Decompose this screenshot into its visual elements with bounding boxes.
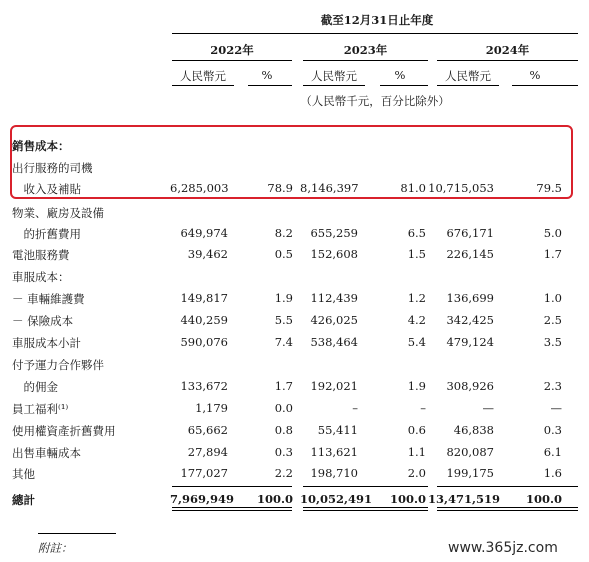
period-underline: [172, 33, 578, 34]
row-value-cell: 133,672: [180, 379, 228, 393]
row-value-cell: 1.7: [274, 379, 293, 393]
row-label: 出行服務的司機: [12, 161, 93, 175]
row-value-cell: 308,926: [446, 379, 494, 393]
row-value-cell: –: [352, 401, 358, 415]
row-value-cell: 0.3: [543, 423, 562, 437]
sub-header-pct-2022: %: [261, 68, 273, 82]
row-value-cell: 1.6: [543, 466, 562, 480]
row-value-cell: 100.0: [525, 492, 562, 506]
row-value-cell: 1.5: [407, 247, 426, 261]
row-value-cell: 152,608: [310, 247, 358, 261]
row-value-cell: 226,145: [446, 247, 494, 261]
sub-underline-pct-2022: [248, 85, 292, 86]
row-value-cell: 6,285,003: [170, 181, 229, 195]
row-label: 員工福利⁽¹⁾: [12, 402, 69, 416]
row-value-cell: 78.9: [267, 181, 293, 195]
row-value-cell: 820,087: [446, 445, 494, 459]
sub-underline-rmb-2022: [172, 85, 234, 86]
sub-underline-rmb-2024: [437, 85, 499, 86]
row-value-cell: 112,439: [310, 291, 358, 305]
row-value-cell: 7,969,949: [170, 492, 235, 506]
row-label: 電池服務費: [12, 248, 70, 262]
year-underline-2024: [437, 60, 578, 61]
row-value-cell: 2.3: [543, 379, 562, 393]
row-value-cell: 177,027: [180, 466, 228, 480]
year-underline-2023: [303, 60, 428, 61]
row-value-cell: 100.0: [256, 492, 293, 506]
row-label: － 車輛維護費: [12, 292, 85, 306]
row-value-cell: 590,076: [180, 335, 228, 349]
row-value-cell: 426,025: [310, 313, 358, 327]
row-value-cell: 1.9: [274, 291, 293, 305]
year-2024: 2024年: [485, 43, 530, 57]
row-label: 使用權資產折舊費用: [12, 424, 116, 438]
row-value-cell: 113,621: [310, 445, 358, 459]
row-value-cell: 0.8: [274, 423, 293, 437]
row-label: 車服成本小計: [12, 336, 81, 350]
row-value-cell: 13,471,519: [428, 492, 501, 506]
row-label: 車服成本：: [12, 270, 70, 284]
row-value-cell: 1.0: [543, 291, 562, 305]
row-label: 其他: [12, 467, 35, 481]
row-value-cell: 342,425: [446, 313, 494, 327]
row-value-cell: 0.5: [274, 247, 293, 261]
row-value-cell: 479,124: [446, 335, 494, 349]
year-2022: 2022年: [210, 43, 254, 57]
unit-note: （人民幣千元，百分比除外）: [300, 94, 450, 108]
row-value-cell: –: [420, 401, 426, 415]
row-value-cell: 440,259: [180, 313, 228, 327]
row-label: 總計: [12, 493, 35, 507]
sub-header-pct-2023: %: [394, 68, 406, 82]
sub-header-pct-2024: %: [529, 68, 541, 82]
row-value-cell: 1.7: [543, 247, 562, 261]
row-value-cell: 8.2: [274, 226, 293, 240]
row-value-cell: 1.9: [407, 379, 426, 393]
row-value-cell: 2.2: [274, 466, 293, 480]
row-value-cell: 1.1: [407, 445, 426, 459]
sub-underline-pct-2024: [512, 85, 578, 86]
row-label: 收入及補貼: [12, 182, 81, 196]
row-value-cell: 0.3: [274, 445, 293, 459]
row-value-cell: 7.4: [274, 335, 293, 349]
total-double-line-2023: [303, 507, 428, 511]
row-value-cell: 1.2: [407, 291, 426, 305]
year-2023: 2023年: [343, 43, 388, 57]
row-value-cell: 649,974: [180, 226, 228, 240]
row-value-cell: 1,179: [195, 401, 228, 415]
row-value-cell: 2.0: [407, 466, 426, 480]
watermark: www.365jz.com: [442, 538, 564, 558]
row-value-cell: 192,021: [310, 379, 358, 393]
row-value-cell: 4.2: [407, 313, 426, 327]
row-value-cell: 655,259: [310, 226, 358, 240]
row-value-cell: 3.5: [543, 335, 562, 349]
footnote-label: 附註：: [38, 541, 73, 555]
row-value-cell: 676,171: [446, 226, 494, 240]
row-label: 付予運力合作夥伴: [12, 358, 104, 372]
row-value-cell: 0.0: [274, 401, 293, 415]
footnote-rule: [38, 533, 116, 534]
row-value-cell: 81.0: [400, 181, 426, 195]
row-value-cell: 10,052,491: [300, 492, 373, 506]
row-value-cell: 100.0: [389, 492, 426, 506]
sub-underline-pct-2023: [380, 85, 428, 86]
row-value-cell: 6.5: [407, 226, 426, 240]
row-value-cell: 6.1: [543, 445, 562, 459]
row-value-cell: 149,817: [180, 291, 228, 305]
row-label: 銷售成本：: [12, 139, 70, 153]
row-label: 的佣金: [12, 380, 58, 394]
row-value-cell: 79.5: [536, 181, 562, 195]
total-top-line-2023: [303, 486, 428, 487]
row-value-cell: 5.0: [543, 226, 562, 240]
row-value-cell: 10,715,053: [428, 181, 494, 195]
row-value-cell: 198,710: [310, 466, 358, 480]
row-label: 出售車輛成本: [12, 446, 81, 460]
row-value-cell: 55,411: [317, 423, 358, 437]
highlight-box: [10, 125, 573, 199]
sub-underline-rmb-2023: [303, 85, 365, 86]
sub-header-rmb-2024: 人民幣元: [445, 69, 491, 83]
row-label: 物業、廠房及設備: [12, 206, 104, 220]
row-value-cell: 136,699: [446, 291, 494, 305]
row-label: － 保險成本: [12, 314, 74, 328]
total-top-line-2024: [437, 486, 578, 487]
row-value-cell: 65,662: [187, 423, 228, 437]
total-double-line-2022: [172, 507, 292, 511]
total-top-line-2022: [172, 486, 292, 487]
row-value-cell: 2.5: [543, 313, 562, 327]
row-value-cell: 27,894: [187, 445, 228, 459]
sub-header-rmb-2023: 人民幣元: [311, 69, 357, 83]
row-value-cell: 538,464: [310, 335, 358, 349]
row-value-cell: —: [482, 401, 494, 415]
row-value-cell: 46,838: [453, 423, 494, 437]
row-value-cell: 8,146,397: [300, 181, 359, 195]
year-underline-2022: [172, 60, 292, 61]
total-double-line-2024: [437, 507, 578, 511]
row-value-cell: 5.5: [274, 313, 293, 327]
sub-header-rmb-2022: 人民幣元: [180, 69, 226, 83]
period-header: 截至12月31日止年度: [320, 13, 434, 27]
row-value-cell: —: [550, 401, 562, 415]
row-value-cell: 199,175: [446, 466, 494, 480]
row-value-cell: 39,462: [187, 247, 228, 261]
row-label: 的折舊費用: [12, 227, 81, 241]
row-value-cell: 0.6: [407, 423, 426, 437]
row-value-cell: 5.4: [407, 335, 426, 349]
